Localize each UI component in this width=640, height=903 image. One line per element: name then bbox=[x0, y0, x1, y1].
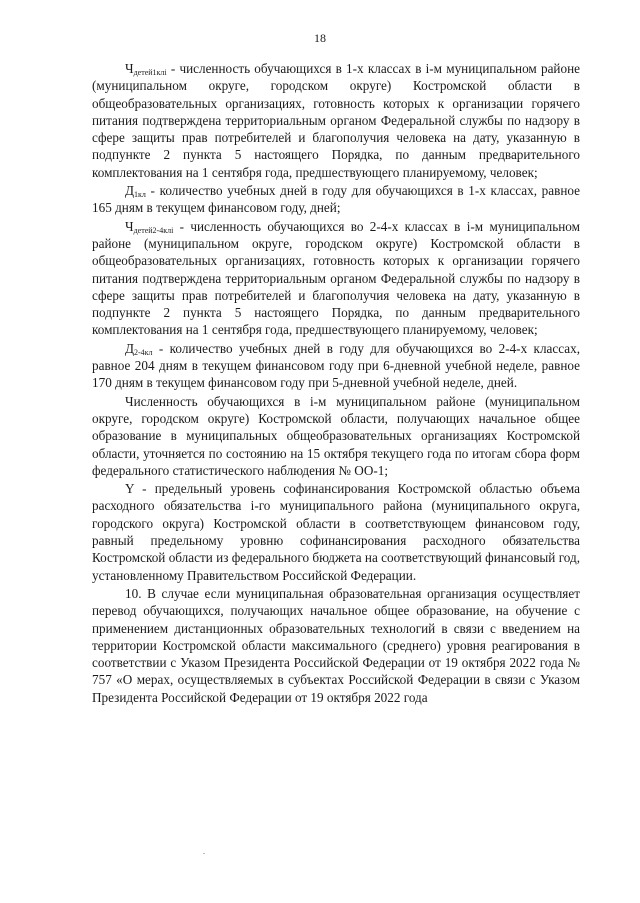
symbol: Ч bbox=[125, 61, 134, 76]
symbol: Ч bbox=[125, 218, 134, 234]
paragraph-text: Y - предельный уровень софинансирования Костромской областью объема расходного обязательства i-го муниципального района (муниципального округа, городского округа) Костромской области в соответствующем финансовом году, равный предельному уровню софинансирования расходного обязательства Костромской области из федерального бюджета на соответствующий финансовый год, установленному Правительством Российской Федерации. bbox=[92, 481, 580, 583]
scan-speck bbox=[203, 853, 205, 854]
symbol: Д bbox=[125, 340, 134, 356]
symbol-subscript: детей1клi bbox=[133, 68, 167, 77]
page-number: 18 bbox=[314, 31, 326, 45]
paragraph-days-grade1 bbox=[92, 182, 580, 217]
paragraph-text: - численность обучающихся в 1-х классах в i-м муниципальном районе (муниципальном округе, городском округе) Костромской области в общеобразовательных организациях, готовность которых к организации горячего питания подтверждена территориальным органом Федеральной службы по надзору в сфере защиты прав потребителей и благополучия человека на дату, указанную в подпункте 2 пункта 5 настоящего Порядка, по данным предварительного комплектования на 1 сентября года, предшествующего планируемому, человек; bbox=[92, 61, 580, 180]
paragraph-headcount-clarification bbox=[92, 393, 580, 479]
paragraph-text: Численность обучающихся в i-м муниципальном районе (муниципальном округе, городском округе) Костромской области, получающих начальное общее образование в муниципальных общеобразовательных организациях Костромской области, уточняется по состоянию на 15 октября текущего года по итогам сбора форм федерального статистического наблюдения № ОО-1; bbox=[92, 393, 580, 478]
symbol-subscript: 2-4кл bbox=[134, 347, 153, 357]
paragraph-children-grade1 bbox=[92, 60, 580, 181]
paragraph-text: - количество учебных дней в году для обучающихся в 1-х классах, равное 165 дням в текущем финансовом году, дней; bbox=[92, 183, 580, 216]
paragraph-text: 10. В случае если муниципальная образовательная организация осуществляет перевод обучающихся, получающих начальное общее образование, на обучение с применением дистанционных образовательных технологий в связи с введением на территории Костромской области максимального (среднего) уровня реагирования в соответствии с Указом Президента Российской Федерации от 19 октября 2022 года № 757 «О мерах, осуществляемых в субъектах Российской Федерации в связи с Указом Президента Российской Федерации от 19 октября 2022 года bbox=[92, 585, 580, 705]
symbol: Д bbox=[125, 183, 134, 199]
paragraph-days-grade2-4 bbox=[92, 340, 580, 392]
paragraph-text: - численность обучающихся во 2-4-х классах в i-м муниципальном районе (муниципальном округе, городском округе) Костромской области в общеобразовательных организациях, готовность которых к организации горячего питания подтверждена территориальным органом Федеральной службы по надзору в сфере защиты прав потребителей и благополучия человека на дату, указанную в подпункте 2 пункта 5 настоящего Порядка, по данным предварительного комплектования на 1 сентября года, предшествующего планируемому, человек; bbox=[92, 218, 580, 338]
paragraph-children-grade2-4 bbox=[92, 218, 580, 339]
paragraph-cofinancing-level bbox=[92, 480, 580, 584]
symbol-subscript: 1кл bbox=[134, 190, 146, 200]
paragraph-text: - количество учебных дней в году для обучающихся во 2-4-х классах, равное 204 дням в текущем финансовом году при 6-дневной учебной неделе, равное 170 дням в текущем финансовом году при 5-дневной учебной неделе, дней. bbox=[92, 340, 580, 391]
symbol-subscript: детей2-4клi bbox=[133, 225, 174, 235]
paragraph-item-10 bbox=[92, 585, 580, 706]
document-body bbox=[92, 60, 580, 707]
